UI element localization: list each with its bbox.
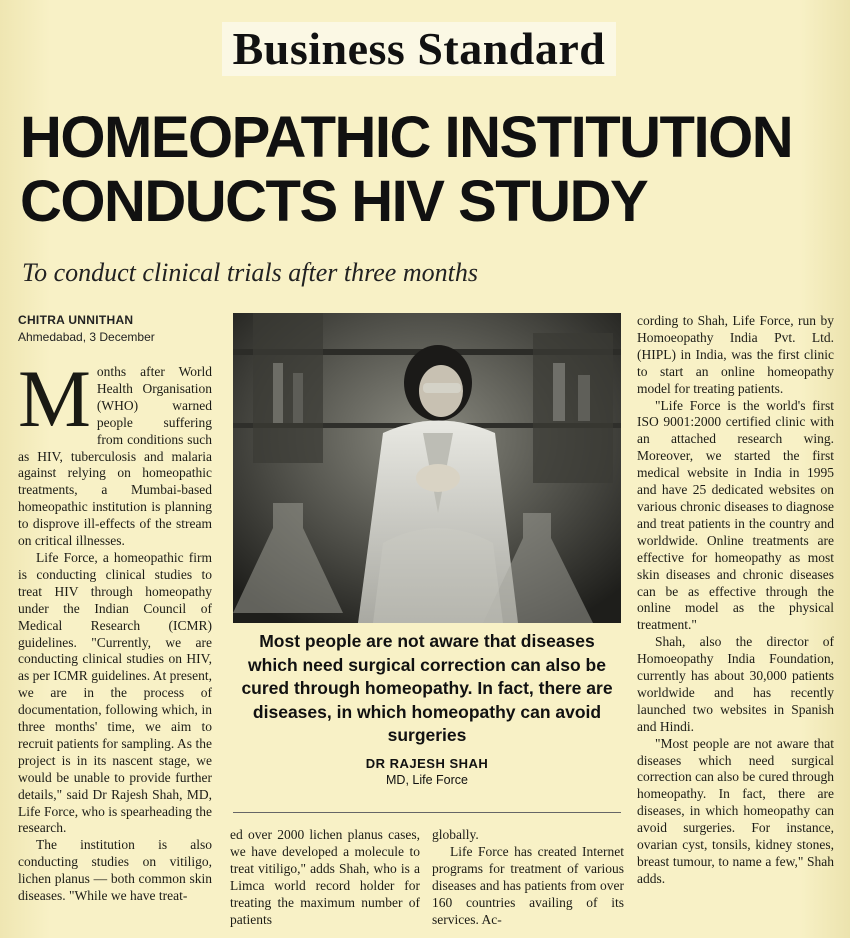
byline [18, 312, 155, 346]
paragraph: Months after World Health Organisation (WHO) warned people suffering from conditions such as HIV, tuberculosis and malaria against relying on homeopathic treatments, a Mumbai-based homeopathic institution is planning to disprove ill-effects of the stream on critical illnesses. [18, 353, 212, 549]
paragraph: cording to Shah, Life Force, run by Homoeopathy India Pvt. Ltd. (HIPL) in India, was the first clinic to start an online homeopathy model for treating patients. [637, 313, 834, 396]
bleed-through-left [0, 100, 20, 920]
article-column-1 [18, 353, 212, 905]
paragraph: globally. [432, 827, 479, 842]
lab-photo [233, 313, 621, 623]
paragraph: "Life Force is the world's first ISO 9001:2000 certified clinic with an attached research wing. Moreover, we started the first medical website in India in 1995 and have 25 dedicated websites on various chronic diseases to diagnose and treat patients in the country and worldwide. Online treatments are effective for homeopathy as most skin diseases and chronic diseases can be as effective through the online model as the physical treatment." [637, 397, 834, 633]
dateline: Ahmedabad, 3 December [18, 330, 155, 344]
paragraph: Shah, also the director of Homoeopathy India Foundation, currently has about 30,000 patients worldwide and has recently launched two websites in Spanish and Hindi. [637, 634, 834, 734]
divider-rule [233, 812, 621, 813]
paragraph: "Most people are not aware that diseases which need surgical correction can also be cured through homeopathy. In fact, there are diseases, in which homeopathy can avoid surgeries. For instance, ovarian cyst, tonsils, kidney stones, breast tumour, to name a few," Shah adds. [637, 735, 834, 886]
pull-quote [233, 630, 621, 787]
paragraph: ed over 2000 lichen planus cases, we have developed a molecule to treat vitiligo," adds Shah, who is a Limca world record holder for treating the maximum number of patients [230, 827, 420, 927]
subheadline: To conduct clinical trials after three months [22, 258, 478, 287]
drop-cap: M [18, 353, 91, 444]
photo-illustration [233, 313, 621, 623]
pull-quote-attribution: DR RAJESH SHAH [365, 755, 489, 771]
author-name: CHITRA UNNITHAN [18, 313, 134, 327]
headline [20, 106, 820, 234]
paragraph: The institution is also conducting studies on vitiligo, lichen planus — both common skin diseases. "While we have treat- [18, 837, 212, 904]
paragraph: Life Force, a homeopathic firm is conducting clinical studies to treat HIV through homeopathy under the Indian Council of Medical Research (ICMR) guidelines. "Currently, we are conducting clinical studies on HIV, as per ICMR guidelines. At present, we are in the process of documentation, following which, in three months' time, we aim to recruit patients for sampling. As the project is in its nascent stage, we would be unable to provide further details," said Dr Rajesh Shah, MD, Life Force, who is spearheading the research. [18, 549, 212, 836]
masthead: Business Standard [222, 22, 616, 76]
pull-quote-role: MD, Life Force [386, 772, 468, 787]
bleed-through-right [824, 100, 850, 300]
pull-quote-text: Most people are not aware that diseases which need surgical correction can also be cured through homeopathy. In fact, there are diseases, in which homeopathy can avoid surgeries [241, 631, 613, 745]
article-column-4 [637, 313, 834, 888]
paragraph: Life Force has created Internet programs for treatment of various diseases and has patients from over 160 countries availing of its services. Ac- [432, 843, 624, 927]
headline-line-2: CONDUCTS HIV STUDY [20, 169, 648, 234]
article-column-2 [230, 827, 420, 928]
headline-line-1: HOMEOPATHIC INSTITUTION [20, 105, 793, 170]
article-column-3 [432, 827, 624, 928]
